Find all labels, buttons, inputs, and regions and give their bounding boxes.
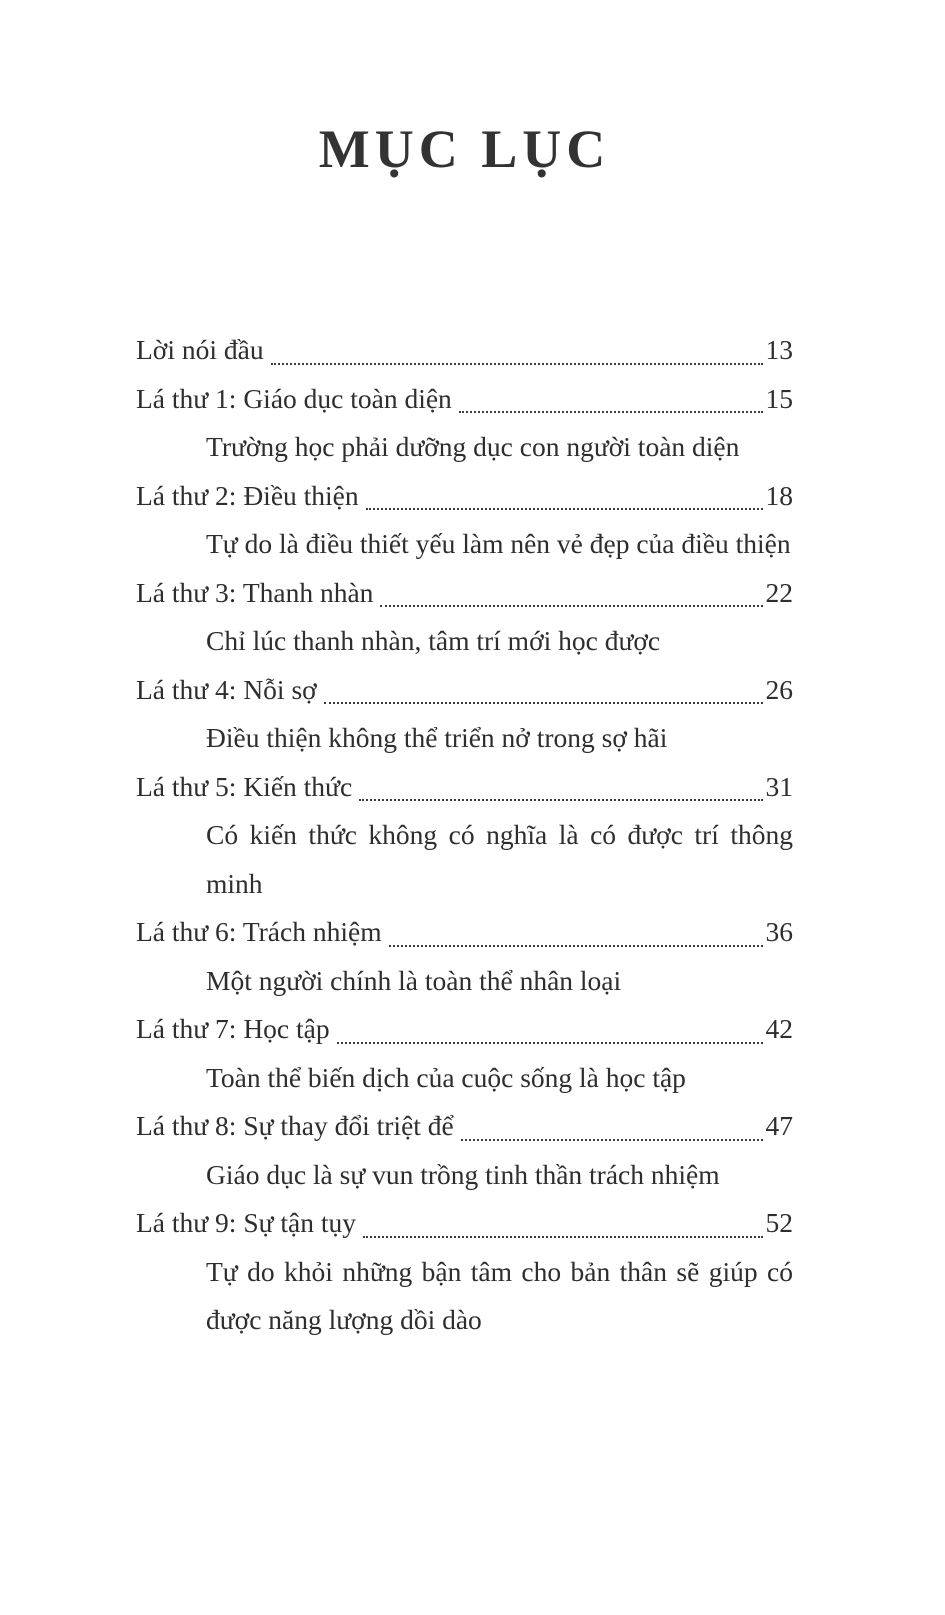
toc-leader-dots: [337, 1042, 763, 1044]
toc-entry-label: Lá thư 9: Sự tận tụy: [136, 1207, 356, 1238]
toc-subtitle: Tự do khỏi những bận tâm cho bản thân sẽ giúp có được năng lượng dồi dào: [206, 1255, 793, 1335]
toc-entry-label: Lá thư 6: Trách nhiệm: [136, 916, 382, 947]
toc-leader-dots: [363, 1236, 763, 1238]
toc-entry-label: Lá thư 5: Kiến thức: [136, 770, 353, 802]
toc-entry: [136, 763, 793, 812]
toc-page-number: 15: [765, 382, 793, 414]
toc-entry: [136, 666, 793, 715]
toc-entry: [136, 1102, 793, 1151]
toc-page-number: 31: [765, 770, 793, 802]
toc-entry-label: Lá thư 3: Thanh nhàn: [136, 576, 374, 608]
toc-entry-label: Lời nói đầu: [136, 334, 264, 365]
toc-entry: [136, 908, 793, 957]
toc-leader-dots: [461, 1139, 763, 1141]
toc-page-number: 26: [765, 673, 793, 705]
toc-leader-dots: [324, 702, 763, 704]
toc-subtitle: Điều thiện không thể triển nở trong sợ hãi: [206, 722, 668, 753]
toc-subtitle: Giáo dục là sự vun trồng tinh thần trách nhiệm: [206, 1158, 720, 1190]
toc-subtitle: Có kiến thức không có nghĩa là có được trí thông minh: [206, 819, 793, 899]
toc-page-number: 13: [765, 334, 793, 365]
toc-subtitle: Chỉ lúc thanh nhàn, tâm trí mới học được: [206, 625, 661, 656]
toc-page-number: 18: [765, 479, 793, 511]
toc-list: [136, 326, 793, 1345]
toc-page-number: 47: [765, 1110, 793, 1141]
toc-entry-label: Lá thư 2: Điều thiện: [136, 479, 359, 511]
toc-entry: [136, 472, 793, 521]
toc-leader-dots: [359, 799, 762, 801]
toc-page-number: 36: [765, 916, 793, 947]
toc-entry: [136, 375, 793, 424]
toc-leader-dots: [366, 508, 763, 510]
toc-leader-dots: [389, 945, 763, 947]
toc-entry-label: Lá thư 4: Nỗi sợ: [136, 673, 317, 705]
toc-page-number: 52: [765, 1207, 793, 1238]
page-title: MỤC LỤC: [318, 119, 611, 179]
toc-entry-label: Lá thư 1: Giáo dục toàn diện: [136, 382, 452, 414]
toc-entry: [136, 1199, 793, 1248]
toc-subtitle: Một người chính là toàn thể nhân loại: [206, 964, 622, 996]
toc-entry-label: Lá thư 8: Sự thay đổi triệt để: [136, 1110, 454, 1141]
toc-entry: [136, 326, 793, 375]
toc-entry: [136, 1005, 793, 1054]
toc-page-number: 42: [765, 1013, 793, 1044]
toc-leader-dots: [459, 411, 763, 413]
toc-subtitle: Trường học phải dưỡng dục con người toàn diện: [206, 431, 740, 462]
toc-entry-label: Lá thư 7: Học tập: [136, 1013, 330, 1044]
toc-leader-dots: [380, 605, 762, 607]
toc-leader-dots: [271, 363, 763, 365]
toc-subtitle: Toàn thể biến dịch của cuộc sống là học tập: [206, 1061, 686, 1093]
toc-entry: [136, 569, 793, 618]
toc-subtitle: Tự do là điều thiết yếu làm nên vẻ đẹp của điều thiện: [206, 528, 791, 559]
toc-page-number: 22: [765, 576, 793, 608]
